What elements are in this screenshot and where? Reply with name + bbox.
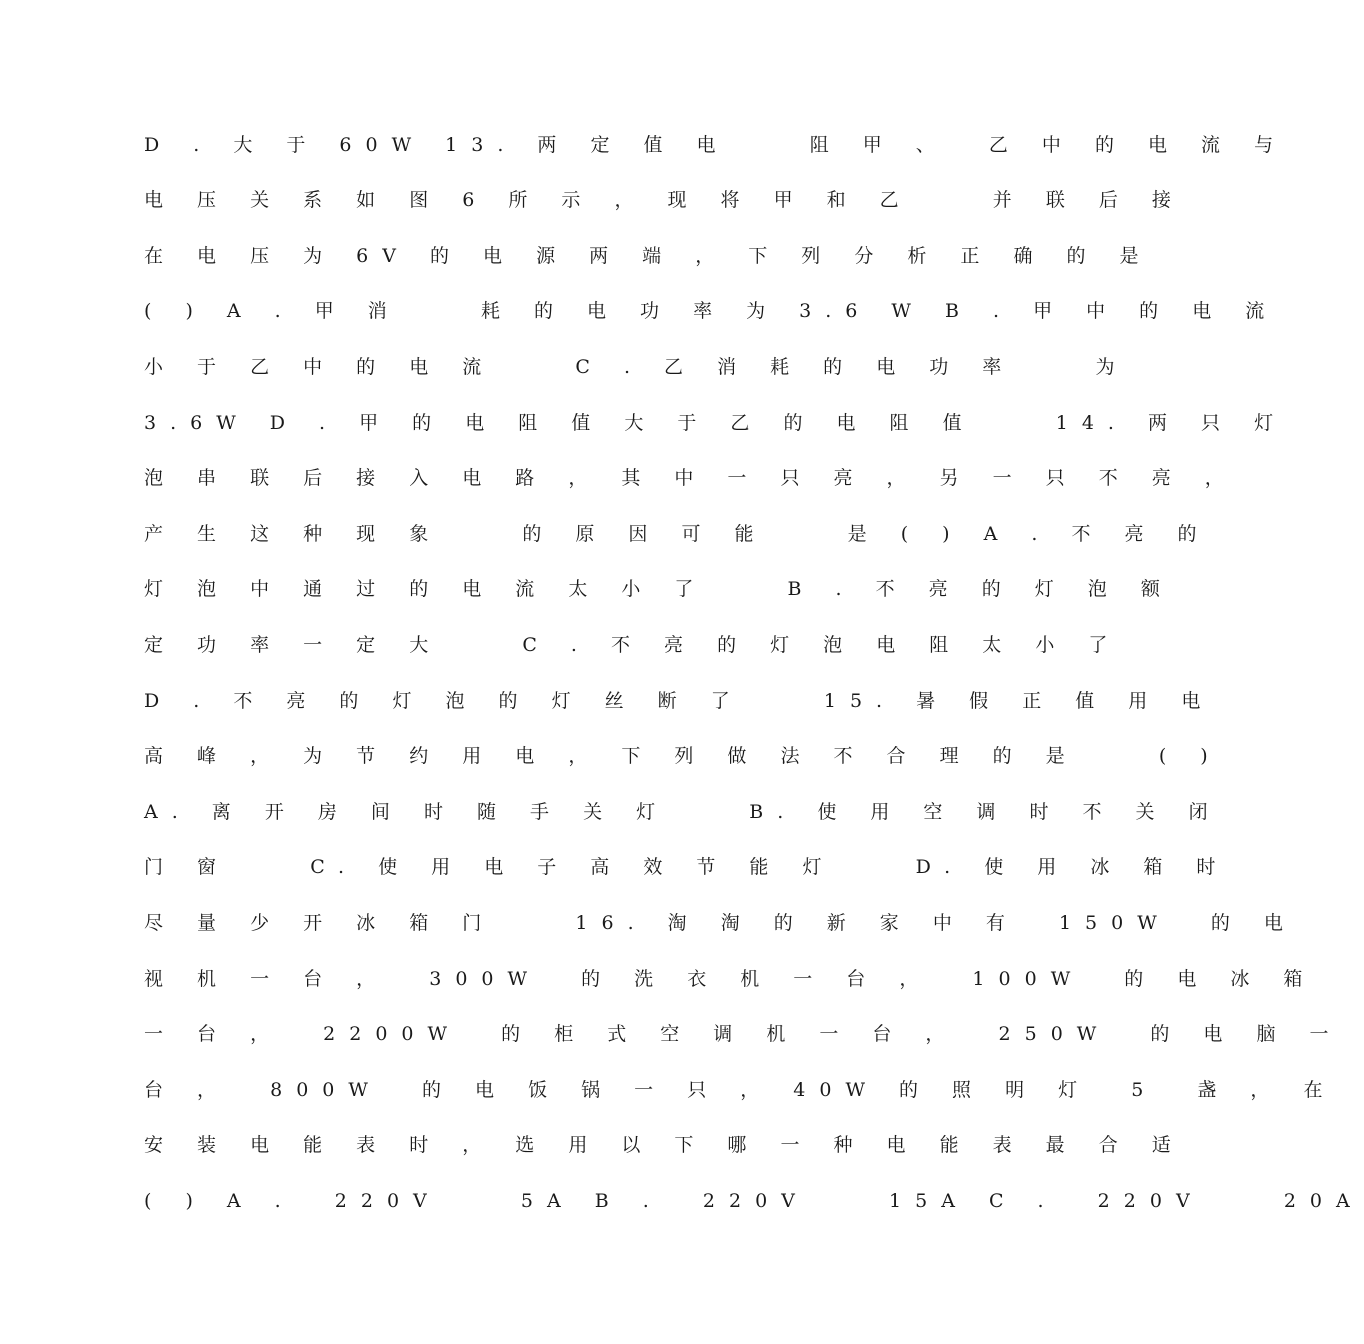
- text-line-12: 高 峰 ， 为 节 约 用 电 ， 下 列 做 法 不 合 理 的 是 ( ): [144, 745, 1222, 767]
- text-line-19: 安 装 电 能 表 时 ， 选 用 以 下 哪 一 种 电 能 表 最 合 适: [144, 1134, 1185, 1156]
- text-line-2: 电 压 关 系 如 图 6 所 示 ， 现 将 甲 和 乙 并 联 后 接: [144, 189, 1185, 211]
- text-line-6: 3.6W D . 甲 的 电 阻 值 大 于 乙 的 电 阻 值 14. 两 只 灯: [144, 412, 1288, 434]
- text-line-9: 灯 泡 中 通 过 的 电 流 太 小 了 B . 不 亮 的 灯 泡 额: [144, 578, 1174, 600]
- text-line-18: 台 ， 800W 的 电 饭 锅 一 只 ， 40W 的 照 明 灯 5 盏 ， 在: [144, 1079, 1337, 1101]
- text-line-4: ( ) A . 甲 消 耗 的 电 功 率 为 3.6 W B . 甲 中 的 电 流: [144, 300, 1279, 322]
- text-line-8: 产 生 这 种 现 象 的 原 因 可 能 是 ( ) A . 不 亮 的: [144, 523, 1211, 545]
- text-line-7: 泡 串 联 后 接 入 电 路 ， 其 中 一 只 亮 ， 另 一 只 不 亮 ，: [144, 467, 1238, 489]
- text-line-10: 定 功 率 一 定 大 C . 不 亮 的 灯 泡 电 阻 太 小 了: [144, 634, 1122, 656]
- text-line-16: 视 机 一 台 ， 300W 的 洗 衣 机 一 台 ， 100W 的 电 冰 箱: [144, 968, 1317, 990]
- text-line-17: 一 台 ， 2200W 的 柜 式 空 调 机 一 台 ， 250W 的 电 脑 一: [144, 1023, 1343, 1045]
- text-line-1: D . 大 于 60W 13. 两 定 值 电 阻 甲 、 乙 中 的 电 流 与: [144, 134, 1288, 156]
- text-line-14: 门 窗 C. 使 用 电 子 高 效 节 能 灯 D. 使 用 冰 箱 时: [144, 856, 1230, 878]
- text-line-5: 小 于 乙 中 的 电 流 C . 乙 消 耗 的 电 功 率 为: [144, 356, 1129, 378]
- text-line-13: A. 离 开 房 间 时 随 手 关 灯 B. 使 用 空 调 时 不 关 闭: [144, 801, 1222, 823]
- text-line-15: 尽 量 少 开 冰 箱 门 16. 淘 淘 的 新 家 中 有 150W 的 电: [144, 912, 1297, 934]
- text-line-20: ( ) A . 220V 5A B . 220V 15A C . 220V 20A: [144, 1190, 1364, 1212]
- text-line-11: D . 不 亮 的 灯 泡 的 灯 丝 断 了 15. 暑 假 正 值 用 电: [144, 690, 1215, 712]
- text-line-3: 在 电 压 为 6V 的 电 源 两 端 ， 下 列 分 析 正 确 的 是: [144, 245, 1153, 267]
